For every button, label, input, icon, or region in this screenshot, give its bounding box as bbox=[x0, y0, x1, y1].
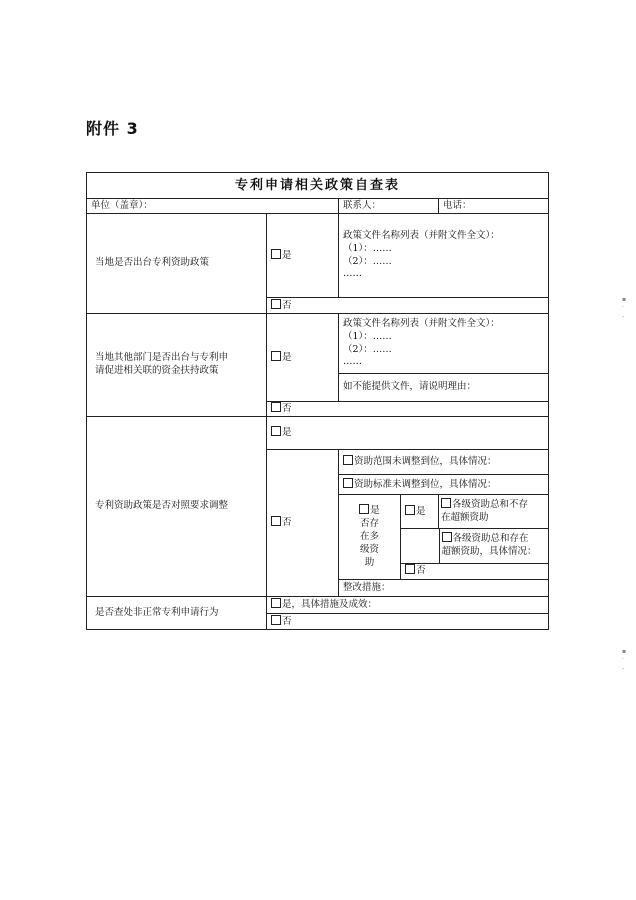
q4-no-option[interactable] bbox=[267, 614, 549, 630]
q3-standard-checkbox[interactable] bbox=[343, 478, 353, 488]
scan-mark-top: ▪ · ‐ bbox=[622, 296, 627, 320]
q1-yes-option[interactable] bbox=[267, 214, 339, 298]
q3-standard-option[interactable] bbox=[339, 475, 549, 495]
q2-item-1: （1）：…… bbox=[343, 330, 392, 342]
q3-multi-no-label: 否 bbox=[416, 565, 426, 577]
phone-label: 电话： bbox=[443, 199, 472, 211]
q2-question bbox=[87, 314, 267, 417]
q1-doc-list[interactable] bbox=[339, 214, 549, 298]
q3-option-b-line-1: 各级资助总和存在 bbox=[452, 533, 529, 545]
q1-no-checkbox[interactable] bbox=[271, 299, 281, 309]
q3-option-b-line-2: 超额资助，具体情况： bbox=[441, 546, 537, 558]
q3-option-a-line-2: 在超额资助 bbox=[441, 512, 489, 523]
q3-yes-checkbox[interactable] bbox=[271, 426, 281, 436]
q3-option-a-line-1: 各级资助总和不存 bbox=[452, 499, 529, 511]
q4-yes-checkbox[interactable] bbox=[271, 598, 281, 608]
q3-yes-label: 是 bbox=[282, 427, 292, 439]
q1-no-label: 否 bbox=[282, 299, 292, 311]
q2-no-checkbox[interactable] bbox=[271, 402, 281, 412]
q2-yes-checkbox[interactable] bbox=[271, 351, 281, 361]
form-title: 专利申请相关政策自查表 bbox=[87, 173, 549, 199]
q3-standard-label: 资助标准未调整到位，具体情况： bbox=[354, 478, 497, 490]
q2-more: …… bbox=[343, 356, 362, 368]
q3-option-b-checkbox[interactable] bbox=[442, 532, 452, 542]
q2-reason-field[interactable] bbox=[339, 374, 549, 402]
q3-question: 专利资助政策是否对照要求调整 bbox=[87, 417, 267, 597]
q1-doc-list-title: 政策文件名称列表（并附文件全文）： bbox=[343, 229, 500, 241]
q2-question-line-1: 当地其他部门是否出台与专利申 bbox=[95, 352, 229, 364]
unit-cell[interactable] bbox=[87, 199, 339, 214]
q1-no-option[interactable] bbox=[267, 298, 549, 314]
q2-reason-label: 如不能提供文件，请说明理由： bbox=[343, 381, 477, 393]
q3-rectify-field[interactable] bbox=[339, 580, 549, 597]
q1-yes-checkbox[interactable] bbox=[271, 249, 281, 259]
q1-yes-label: 是 bbox=[282, 249, 292, 261]
q3-multi-yes2-checkbox[interactable] bbox=[405, 505, 415, 515]
contact-label: 联系人： bbox=[343, 199, 382, 211]
q3-no-option[interactable] bbox=[267, 450, 339, 597]
q3-multi-line-3: 级资 bbox=[359, 543, 379, 555]
q3-multi-no-option[interactable] bbox=[401, 563, 549, 579]
q4-no-label: 否 bbox=[282, 615, 292, 627]
q3-multi-no-checkbox[interactable] bbox=[405, 564, 415, 574]
q4-no-checkbox[interactable] bbox=[271, 615, 281, 625]
q3-multi-line-4: 助 bbox=[364, 556, 375, 568]
q3-scope-checkbox[interactable] bbox=[343, 455, 353, 465]
scan-mark-bottom: ▪ · ‐ bbox=[622, 648, 627, 672]
unit-label: 单位（盖章）： bbox=[91, 199, 153, 211]
q1-more: …… bbox=[343, 268, 362, 280]
attachment-label: 附件 3 bbox=[86, 119, 139, 138]
q3-option-a-checkbox[interactable] bbox=[441, 498, 451, 508]
q1-item-1: （1）：…… bbox=[343, 242, 392, 254]
q3-no-label: 否 bbox=[282, 517, 292, 529]
q2-doc-list[interactable] bbox=[339, 314, 549, 374]
q3-yes-option[interactable] bbox=[267, 417, 549, 450]
q3-multi-yes-checkbox[interactable] bbox=[359, 504, 369, 514]
q4-yes-option[interactable] bbox=[267, 597, 549, 614]
q3-option-a[interactable] bbox=[439, 495, 549, 529]
q3-multi-detail bbox=[401, 529, 549, 580]
q1-question: 当地是否出台专利资助政策 bbox=[87, 214, 267, 314]
q2-yes-option[interactable] bbox=[267, 314, 339, 402]
q3-multi-yes2-label: 是 bbox=[416, 505, 426, 517]
q3-rectify-label: 整改措施： bbox=[343, 581, 391, 593]
q3-multi-line-1: 否存 bbox=[359, 518, 379, 530]
q3-multi-yes-label: 是 bbox=[370, 505, 380, 517]
q3-option-b[interactable] bbox=[439, 529, 549, 563]
q3-scope-label: 资助范围未调整到位，具体情况： bbox=[354, 456, 497, 468]
self-check-form bbox=[86, 172, 549, 630]
q1-item-2: （2）：…… bbox=[343, 255, 392, 267]
q3-multi-level-question[interactable] bbox=[339, 495, 401, 580]
q3-multi-line-2: 在多 bbox=[359, 531, 379, 543]
q2-question-line-2: 请促进相关联的资金扶持政策 bbox=[95, 365, 219, 376]
q2-doc-list-title: 政策文件名称列表（并附文件全文）： bbox=[343, 317, 500, 329]
q2-no-option[interactable] bbox=[267, 402, 549, 417]
q4-yes-label: 是，具体措施及成效： bbox=[282, 599, 378, 611]
q4-question: 是否查处非正常专利申请行为 bbox=[87, 597, 267, 630]
contact-cell[interactable] bbox=[339, 199, 439, 214]
q2-item-2: （2）：…… bbox=[343, 343, 392, 355]
phone-cell[interactable] bbox=[439, 199, 549, 214]
q3-multi-yes-option[interactable] bbox=[401, 495, 439, 529]
q2-yes-label: 是 bbox=[282, 351, 292, 363]
q3-scope-option[interactable] bbox=[339, 450, 549, 475]
q2-no-label: 否 bbox=[282, 403, 292, 415]
q3-no-checkbox[interactable] bbox=[271, 516, 281, 526]
